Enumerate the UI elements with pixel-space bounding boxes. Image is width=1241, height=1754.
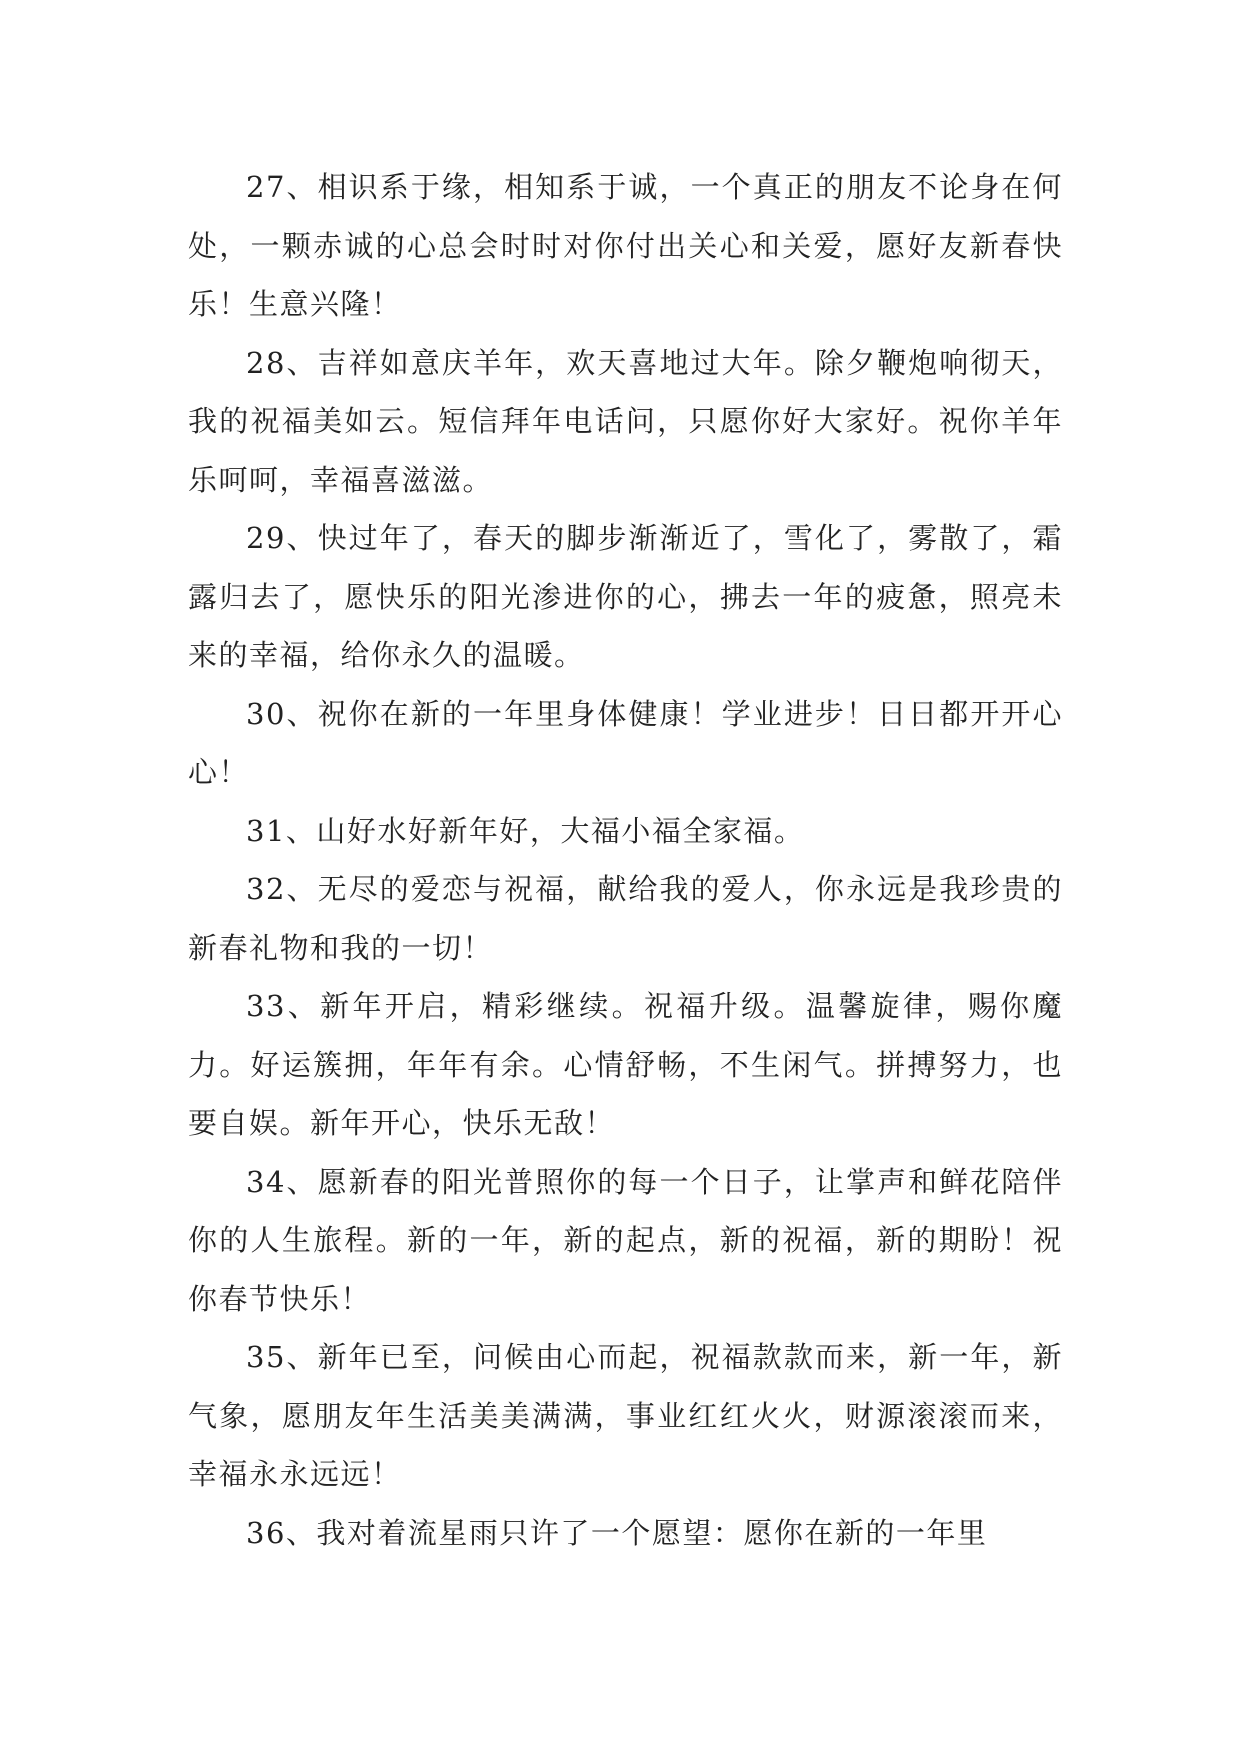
paragraph-35: 35、新年已至，问候由心而起，祝福款款而来，新一年，新气象，愿朋友年生活美美满满，事业红红火火，财源滚滚而来，幸福永永远远！ [188, 1340, 1063, 1491]
paragraph-31: 31、山好水好新年好，大福小福全家福。 [246, 813, 805, 848]
paragraph-32: 32、无尽的爱恋与祝福，献给我的爱人，你永远是我珍贵的新春礼物和我的一切！ [188, 872, 1063, 965]
paragraph-28: 28、吉祥如意庆羊年，欢天喜地过大年。除夕鞭炮响彻天，我的祝福美如云。短信拜年电话问，只愿你好大家好。祝你羊年乐呵呵，幸福喜滋滋。 [188, 345, 1063, 497]
paragraph-34: 34、愿新春的阳光普照你的每一个日子，让掌声和鲜花陪伴你的人生旅程。新的一年，新的起点，新的祝福，新的期盼！祝你春节快乐！ [188, 1164, 1063, 1316]
document-body [188, 158, 1063, 1562]
paragraph-30: 30、祝你在新的一年里身体健康！学业进步！日日都开开心心！ [188, 696, 1063, 789]
paragraph-36: 36、我对着流星雨只许了一个愿望：愿你在新的一年里 [246, 1515, 988, 1550]
paragraph-27: 27、相识系于缘，相知系于诚，一个真正的朋友不论身在何处，一颗赤诚的心总会时时对你付出关心和关爱，愿好友新春快乐！生意兴隆！ [188, 170, 1063, 321]
paragraph-29: 29、快过年了，春天的脚步渐渐近了，雪化了，雾散了，霜露归去了，愿快乐的阳光渗进你的心，拂去一年的疲惫，照亮未来的幸福，给你永久的温暖。 [188, 521, 1063, 672]
paragraph-33: 33、新年开启，精彩继续。祝福升级。温馨旋律，赐你魔力。好运簇拥，年年有余。心情舒畅，不生闲气。拼搏努力，也要自娱。新年开心，快乐无敌！ [188, 989, 1063, 1140]
